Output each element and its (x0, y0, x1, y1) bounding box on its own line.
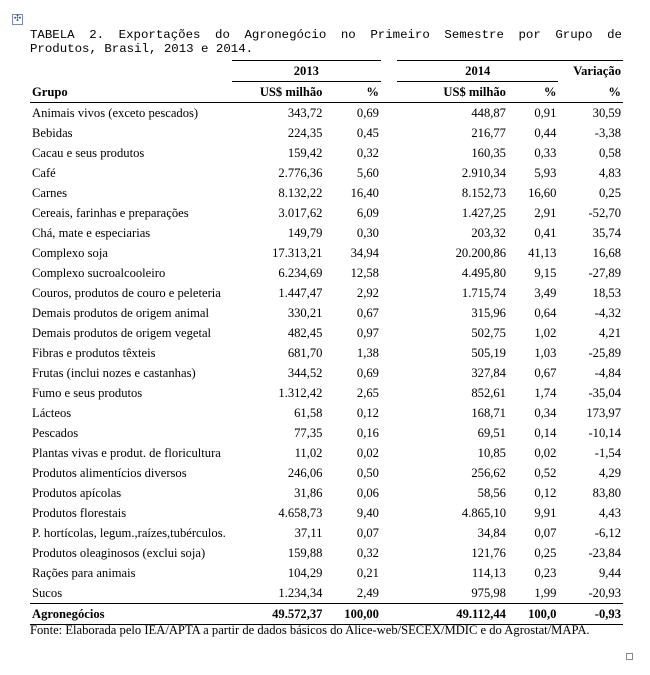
cell-grupo: Frutas (inclui nozes e castanhas) (32, 366, 196, 380)
table-row (30, 183, 623, 203)
table-row (30, 503, 623, 523)
table-row (30, 303, 623, 323)
cell-variacao: 16,68 (592, 246, 621, 260)
cell-usd-2013: 159,88 (287, 546, 323, 560)
cell-usd-2013: 2.776,36 (278, 166, 323, 180)
cell-grupo: Cereais, farinhas e preparações (32, 206, 189, 220)
header-usd-2013: US$ milhão (232, 82, 325, 103)
cell-grupo: Plantas vivas e produt. de floricultura (32, 446, 221, 460)
cell-usd-2014: 216,77 (471, 126, 506, 140)
table-row (30, 343, 623, 363)
cell-variacao: 4,43 (598, 506, 621, 520)
cell-usd-2013: 17.313,21 (272, 246, 323, 260)
cell-grupo: Complexo soja (32, 246, 108, 260)
cell-usd-2013: 1.312,42 (278, 386, 323, 400)
table-row (30, 423, 623, 443)
cell-grupo: Demais produtos de origem animal (32, 306, 209, 320)
cell-grupo: Pescados (32, 426, 79, 440)
cell-usd-2013: 224,35 (287, 126, 323, 140)
cell-usd-2014: 34,84 (477, 526, 506, 540)
cell-pct-2014: 1,74 (534, 386, 557, 400)
cell-pct-2013: 0,06 (356, 486, 379, 500)
cell-variacao: -27,89 (588, 266, 621, 280)
cell-usd-2014: 160,35 (471, 146, 506, 160)
cell-grupo: Produtos oleaginosos (exclui soja) (32, 546, 206, 560)
cell-pct-2014: 0,91 (534, 106, 557, 120)
cell-pct-2013: 2,92 (356, 286, 379, 300)
cell-pct-2014: 41,13 (528, 246, 557, 260)
cell-gap (381, 243, 397, 263)
cell-usd-2013: 61,58 (294, 406, 323, 420)
cell-pct-2014: 5,93 (534, 166, 557, 180)
table-row (30, 243, 623, 263)
cell-pct-2013: 0,21 (356, 566, 379, 580)
header-grupo: Grupo (30, 82, 232, 103)
cell-pct-2014: 1,02 (534, 326, 557, 340)
cell-grupo: P. hortícolas, legum.,raízes,tubérculos. (32, 526, 226, 540)
cell-pct-2014: 0,41 (534, 226, 557, 240)
cell-pct-2013: 0,16 (356, 426, 379, 440)
table-row (30, 363, 623, 383)
cell-gap (381, 523, 397, 543)
cell-usd-2014: 203,32 (471, 226, 506, 240)
table-row (30, 403, 623, 423)
table-row (30, 203, 623, 223)
cell-usd-2014: 2.910,34 (461, 166, 506, 180)
cell-variacao: 4,21 (598, 326, 621, 340)
cell-usd-2013: 104,29 (287, 566, 323, 580)
cell-variacao: 173,97 (586, 406, 621, 420)
cell-usd-2014: 1.715,74 (461, 286, 506, 300)
cell-gap (381, 563, 397, 583)
cell-grupo: Complexo sucroalcooleiro (32, 266, 166, 280)
cell-usd-2014: 1.427,25 (461, 206, 506, 220)
table-row (30, 523, 623, 543)
cell-variacao: -10,14 (588, 426, 621, 440)
cell-pct-2013: 0,12 (356, 406, 379, 420)
cell-variacao: -52,70 (588, 206, 621, 220)
cell-grupo: Lácteos (32, 406, 72, 420)
cell-pct-2014: 9,91 (534, 506, 557, 520)
cell-grupo: Fumo e seus produtos (32, 386, 143, 400)
cell-variacao: 4,29 (598, 466, 621, 480)
header-empty (30, 61, 232, 82)
cell-usd-2014: 327,84 (471, 366, 506, 380)
cell-usd-2013: 6.234,69 (278, 266, 323, 280)
cell-usd-2014: 20.200,86 (455, 246, 506, 260)
cell-pct-2013: 0,45 (356, 126, 379, 140)
table-row (30, 563, 623, 583)
table-row (30, 143, 623, 163)
cell-grupo: Cacau e seus produtos (32, 146, 145, 160)
cell-gap (381, 543, 397, 563)
cell-usd-2014: 4.495,80 (461, 266, 506, 280)
cell-pct-2013: 100,00 (324, 604, 380, 625)
cell-usd-2013: 49.572,37 (232, 604, 325, 625)
cell-gap (381, 123, 397, 143)
cell-grupo: Agronegócios (30, 604, 232, 625)
cell-gap (381, 583, 397, 604)
cell-gap (381, 503, 397, 523)
cell-pct-2014: 0,34 (534, 406, 557, 420)
header-gap-2 (381, 82, 397, 103)
table-row (30, 483, 623, 503)
cell-variacao: 35,74 (592, 226, 621, 240)
cell-usd-2013: 344,52 (287, 366, 323, 380)
cell-variacao: 0,58 (598, 146, 621, 160)
cell-gap (381, 483, 397, 503)
cell-usd-2013: 4.658,73 (278, 506, 323, 520)
cell-pct-2014: 0,12 (534, 486, 557, 500)
cell-usd-2013: 11,02 (294, 446, 323, 460)
header-variacao: Variação (558, 61, 623, 82)
cell-pct-2014: 0,44 (534, 126, 557, 140)
cell-usd-2014: 505,19 (471, 346, 506, 360)
cell-gap (381, 143, 397, 163)
cell-gap (381, 423, 397, 443)
cell-usd-2013: 246,06 (287, 466, 323, 480)
cell-variacao: 30,59 (592, 106, 621, 120)
cell-usd-2013: 149,79 (287, 226, 323, 240)
cell-gap (381, 283, 397, 303)
cell-pct-2014: 0,07 (534, 526, 557, 540)
paragraph-end-mark (626, 653, 633, 660)
cell-variacao: -4,32 (594, 306, 621, 320)
cell-pct-2013: 0,32 (356, 146, 379, 160)
cell-grupo: Demais produtos de origem vegetal (32, 326, 212, 340)
exports-table (30, 60, 623, 625)
table-row (30, 443, 623, 463)
cell-variacao: -6,12 (594, 526, 621, 540)
cell-gap (381, 263, 397, 283)
table-row (30, 103, 623, 124)
cell-usd-2013: 482,45 (287, 326, 323, 340)
cell-pct-2014: 1,99 (534, 586, 557, 600)
cell-variacao: 18,53 (592, 286, 621, 300)
cell-pct-2013: 2,49 (356, 586, 379, 600)
cell-pct-2013: 9,40 (356, 506, 379, 520)
cell-usd-2013: 37,11 (294, 526, 323, 540)
cell-variacao: -3,38 (594, 126, 621, 140)
cell-variacao: -1,54 (594, 446, 621, 460)
header-pct-2013: % (324, 82, 380, 103)
cell-pct-2013: 0,97 (356, 326, 379, 340)
cell-gap (381, 203, 397, 223)
cell-usd-2014: 58,56 (477, 486, 506, 500)
cell-pct-2013: 0,69 (356, 366, 379, 380)
cell-gap (381, 303, 397, 323)
cell-variacao: -35,04 (588, 386, 621, 400)
cell-grupo: Sucos (32, 586, 63, 600)
cell-grupo: Chá, mate e especiarias (32, 226, 151, 240)
cell-usd-2013: 1.447,47 (278, 286, 323, 300)
header-pct-variacao: % (558, 82, 623, 103)
cell-pct-2014: 3,49 (534, 286, 557, 300)
cell-pct-2014: 0,23 (534, 566, 557, 580)
table-row (30, 263, 623, 283)
cell-usd-2014: 975,98 (471, 586, 506, 600)
cell-usd-2014: 168,71 (471, 406, 506, 420)
cell-usd-2013: 343,72 (287, 106, 323, 120)
cell-pct-2013: 34,94 (350, 246, 379, 260)
cell-grupo: Couros, produtos de couro e peleteria (32, 286, 221, 300)
cell-variacao: -4,84 (594, 366, 621, 380)
cell-pct-2013: 0,02 (356, 446, 379, 460)
cell-gap (381, 403, 397, 423)
table-title: TABELA 2. Exportações do Agronegócio no Primeiro Semestre por Grupo de Produtos, Brasil, 2013 e 2014. (30, 28, 622, 56)
cell-usd-2013: 8.132,22 (278, 186, 323, 200)
cell-pct-2013: 0,32 (356, 546, 379, 560)
cell-gap (381, 323, 397, 343)
cell-variacao: 9,44 (598, 566, 621, 580)
table-body (30, 103, 623, 625)
cell-pct-2014: 0,52 (534, 466, 557, 480)
cell-usd-2014: 114,13 (471, 566, 506, 580)
table-row (30, 223, 623, 243)
cell-usd-2013: 3.017,62 (278, 206, 323, 220)
cell-usd-2014: 8.152,73 (461, 186, 506, 200)
cell-grupo: Produtos apícolas (32, 486, 122, 500)
cell-usd-2013: 159,42 (287, 146, 323, 160)
cell-variacao: 4,83 (598, 166, 621, 180)
cell-grupo: Produtos florestais (32, 506, 127, 520)
table-source-note: Fonte: Elaborada pelo IEA/APTA a partir de dados básicos do Alice-web/SECEX/MDIC e do Agrostat/MAPA. (30, 623, 590, 637)
table-row (30, 583, 623, 604)
cell-gap (381, 383, 397, 403)
header-year-2013: 2013 (232, 61, 381, 82)
cell-usd-2014: 448,87 (471, 106, 506, 120)
cell-usd-2013: 681,70 (287, 346, 323, 360)
cell-usd-2014: 10,85 (477, 446, 506, 460)
cell-variacao: -0,93 (558, 604, 623, 625)
cell-pct-2014: 0,64 (534, 306, 557, 320)
cell-grupo: Rações para animais (32, 566, 136, 580)
cell-usd-2014: 49.112,44 (397, 604, 508, 625)
table-row (30, 383, 623, 403)
cell-pct-2013: 0,30 (356, 226, 379, 240)
table-row (30, 323, 623, 343)
cell-pct-2014: 2,91 (534, 206, 557, 220)
header-gap (381, 61, 397, 82)
cell-gap (381, 443, 397, 463)
cell-grupo: Café (32, 166, 56, 180)
cell-pct-2014: 0,14 (534, 426, 557, 440)
table-row (30, 283, 623, 303)
cell-usd-2014: 121,76 (471, 546, 506, 560)
cell-grupo: Produtos alimentícios diversos (32, 466, 187, 480)
cell-variacao: -20,93 (588, 586, 621, 600)
cell-variacao: -23,84 (588, 546, 621, 560)
table-row (30, 163, 623, 183)
cell-grupo: Animais vivos (exceto pescados) (32, 106, 199, 120)
cell-pct-2014: 9,15 (534, 266, 557, 280)
cell-variacao: 0,25 (598, 186, 621, 200)
cell-pct-2013: 0,07 (356, 526, 379, 540)
cell-usd-2014: 502,75 (471, 326, 506, 340)
cell-gap (381, 343, 397, 363)
cell-pct-2013: 0,67 (356, 306, 379, 320)
cell-pct-2014: 0,02 (534, 446, 557, 460)
cell-pct-2013: 1,38 (356, 346, 379, 360)
cell-pct-2013: 12,58 (350, 266, 379, 280)
cell-usd-2013: 1.234,34 (278, 586, 323, 600)
cell-gap (381, 363, 397, 383)
cell-pct-2013: 0,50 (356, 466, 379, 480)
header-row-units (30, 82, 623, 103)
cell-pct-2013: 5,60 (356, 166, 379, 180)
cell-grupo: Bebidas (32, 126, 73, 140)
header-pct-2014: % (508, 82, 558, 103)
cell-usd-2013: 31,86 (294, 486, 323, 500)
cell-pct-2013: 2,65 (356, 386, 379, 400)
cell-pct-2014: 0,25 (534, 546, 557, 560)
cell-pct-2013: 6,09 (356, 206, 379, 220)
cell-usd-2014: 852,61 (471, 386, 506, 400)
cell-gap (381, 463, 397, 483)
cell-pct-2014: 16,60 (528, 186, 557, 200)
header-year-2014: 2014 (397, 61, 558, 82)
cell-gap (381, 163, 397, 183)
cell-gap (381, 183, 397, 203)
cell-gap (381, 103, 397, 124)
cell-usd-2014: 4.865,10 (461, 506, 506, 520)
table-row (30, 463, 623, 483)
cell-pct-2013: 16,40 (350, 186, 379, 200)
table-move-handle-icon[interactable]: ✣ (13, 14, 22, 24)
header-row-years (30, 61, 623, 82)
cell-pct-2014: 0,33 (534, 146, 557, 160)
cell-pct-2014: 0,67 (534, 366, 557, 380)
table-row (30, 543, 623, 563)
cell-grupo: Carnes (32, 186, 67, 200)
cell-usd-2013: 77,35 (294, 426, 323, 440)
cell-grupo: Fibras e produtos têxteis (32, 346, 156, 360)
cell-gap (381, 223, 397, 243)
cell-usd-2014: 315,96 (471, 306, 506, 320)
cell-usd-2014: 69,51 (477, 426, 506, 440)
table-row (30, 123, 623, 143)
cell-usd-2013: 330,21 (287, 306, 323, 320)
cell-pct-2014: 1,03 (534, 346, 557, 360)
cell-pct-2013: 0,69 (356, 106, 379, 120)
cell-usd-2014: 256,62 (471, 466, 506, 480)
cell-pct-2014: 100,0 (508, 604, 558, 625)
cell-variacao: -25,89 (588, 346, 621, 360)
header-usd-2014: US$ milhão (397, 82, 508, 103)
cell-variacao: 83,80 (592, 486, 621, 500)
